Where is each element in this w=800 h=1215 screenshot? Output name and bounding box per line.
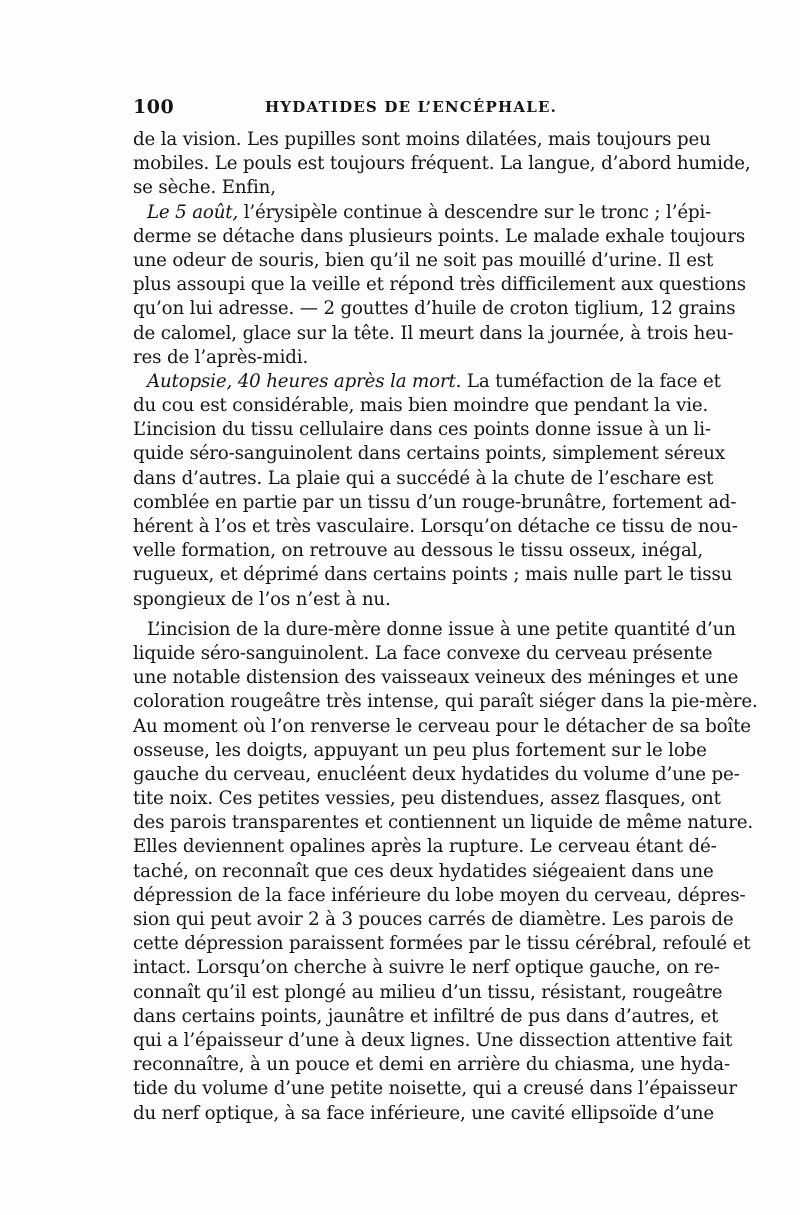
text-line: L’incision de la dure-mère donne issue à une petite quantité d’un: [147, 618, 736, 640]
text-line: tide du volume d’une petite noisette, qui a creusé dans l’épaisseur: [133, 1078, 737, 1100]
text-line: L’incision du tissu cellulaire dans ces points donne issue à un li-: [133, 419, 711, 441]
text-line: dans d’autres. La plaie qui a succédé à la chute de l’eschare est: [133, 467, 714, 489]
line-text: l’érysipèle continue à descendre sur le tronc ; l’épi-: [238, 201, 712, 223]
text-line: dans certains points, jaunâtre et infiltré de pus dans d’autres, et: [133, 1005, 719, 1027]
text-line: plus assoupi que la veille et répond très difficilement aux questions: [133, 274, 746, 296]
text-line: taché, on reconnaît que ces deux hydatides siégeaient dans une: [133, 860, 714, 882]
text-line: cette dépression paraissent formées par le tissu cérébral, refoulé et: [133, 933, 751, 955]
text-line: une notable distension des vaisseaux veineux des méninges et une: [133, 667, 739, 689]
text-line: de calomel, glace sur la tête. Il meurt dans la journée, à trois heu-: [133, 322, 734, 344]
text-line: spongieux de l’os n’est à nu.: [133, 588, 391, 610]
text-line: osseuse, les doigts, appuyant un peu plus fortement sur le lobe: [133, 739, 707, 761]
text-line: [133, 201, 712, 225]
page-number: 100: [133, 96, 175, 118]
text-line: qui a l’épaisseur d’une à deux lignes. Une dissection attentive fait: [133, 1029, 733, 1051]
text-line: Elles deviennent opalines après la rupture. Le cerveau étant dé-: [133, 836, 717, 858]
text-line: coloration rougeâtre très intense, qui paraît siéger dans la pie-mère.: [133, 691, 758, 713]
text-line: dépression de la face inférieure du lobe moyen du cerveau, dépres-: [133, 884, 746, 906]
text-line: derme se détache dans plusieurs points. Le malade exhale toujours: [133, 225, 746, 247]
text-line: une odeur de souris, bien qu’il ne soit pas mouillé d’urine. Il est: [133, 249, 714, 271]
italic-lead: Le 5 août,: [147, 201, 239, 223]
text-line: hérent à l’os et très vasculaire. Lorsqu’on détache ce tissu de nou-: [133, 516, 738, 537]
text-line: reconnaître, à un pouce et demi en arrière du chiasma, une hyda-: [133, 1054, 730, 1076]
line-text: La tuméfaction de la face et: [461, 370, 721, 392]
page-header: [133, 96, 673, 126]
text-line: mobiles. Le pouls est toujours fréquent. La langue, d’abord humide,: [133, 153, 751, 175]
text-line: sion qui peut avoir 2 à 3 pouces carrés de diamètre. Les parois de: [133, 909, 734, 930]
text-line: du cou est considérable, mais bien moindre que pendant la vie.: [133, 395, 709, 417]
text-line: de la vision. Les pupilles sont moins dilatées, mais toujours peu: [133, 129, 711, 150]
running-head: HYDATIDES DE L’ENCÉPHALE.: [265, 98, 558, 116]
text-line: quide séro-sanguinolent dans certains points, simplement séreux: [133, 443, 725, 465]
text-line: des parois transparentes et contiennent un liquide de même nature.: [133, 812, 754, 834]
italic-lead: Autopsie, 40 heures après la mort.: [147, 370, 462, 392]
text-line: comblée en partie par un tissu d’un rouge-brunâtre, fortement ad-: [133, 491, 737, 513]
body-text: [133, 128, 758, 1126]
text-line: qu’on lui adresse. — 2 gouttes d’huile de croton tiglium, 12 grains: [133, 298, 736, 320]
text-line: res de l’après-midi.: [133, 346, 309, 368]
text-line: connaît qu’il est plongé au milieu d’un tissu, résistant, rougeâtre: [133, 981, 723, 1003]
text-line: tite noix. Ces petites vessies, peu distendues, assez flasques, ont: [133, 788, 721, 810]
text-line: se sèche. Enfin,: [133, 177, 276, 199]
text-line: [133, 370, 721, 394]
text-line: du nerf optique, à sa face inférieure, une cavité ellipsoïde d’une: [133, 1102, 714, 1124]
text-line: Au moment où l’on renverse le cerveau pour le détacher de sa boîte: [133, 715, 751, 737]
text-line: intact. Lorsqu’on cherche à suivre le nerf optique gauche, on re-: [133, 957, 720, 979]
text-line: rugueux, et déprimé dans certains points ; mais nulle part le tissu: [133, 564, 733, 586]
text-line: velle formation, on retrouve au dessous le tissu osseux, inégal,: [133, 540, 703, 562]
text-line: gauche du cerveau, enucléent deux hydatides du volume d’une pe-: [133, 763, 740, 785]
text-line: liquide séro-sanguinolent. La face convexe du cerveau présente: [133, 642, 713, 664]
